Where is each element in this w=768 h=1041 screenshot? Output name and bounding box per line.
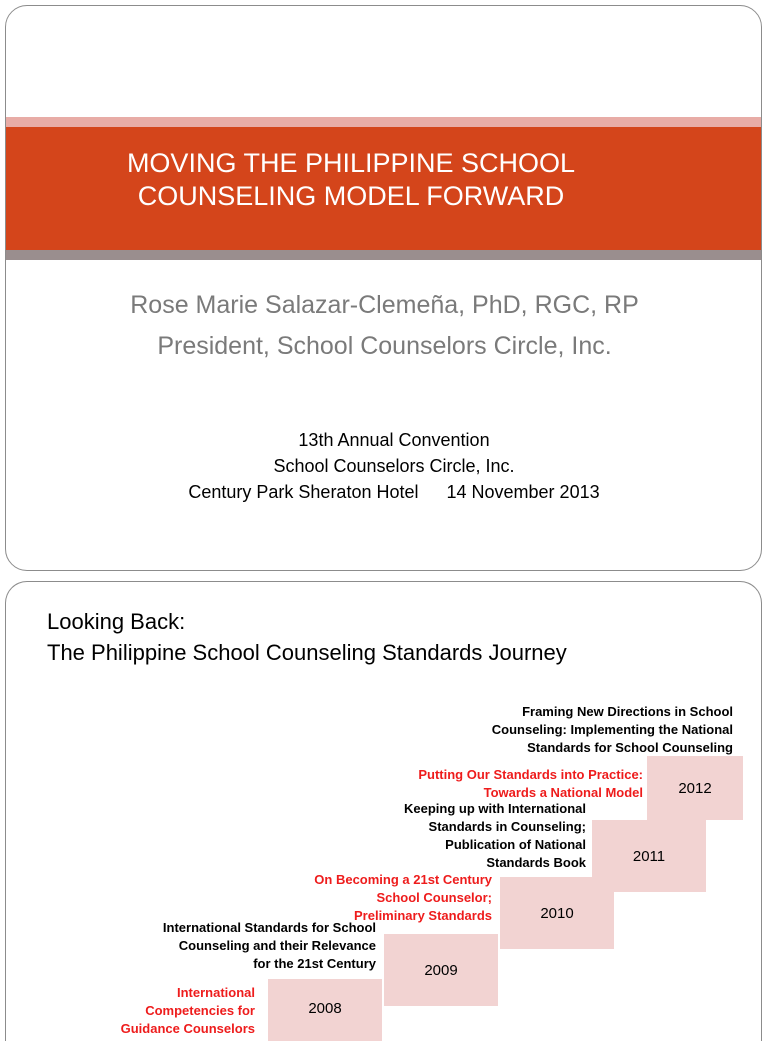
slide-title xyxy=(6,147,696,213)
slide-title-line-2: COUNSELING MODEL FORWARD xyxy=(137,181,565,211)
timeline-stage-label-top xyxy=(393,703,733,757)
timeline-label-line: Guidance Counselors xyxy=(120,1021,255,1036)
timeline-stage-label-2011 xyxy=(286,800,586,872)
timeline-step-2008 xyxy=(268,979,382,1041)
timeline-stage-label-2012 xyxy=(323,766,643,802)
timeline-label-line: On Becoming a 21st Century xyxy=(314,872,492,887)
timeline-step-2011 xyxy=(592,820,706,892)
timeline-stage-label-2009 xyxy=(76,919,376,973)
timeline-label-line: Putting Our Standards into Practice: xyxy=(418,767,643,782)
timeline-year: 2010 xyxy=(540,904,574,922)
event-venue-date xyxy=(126,479,662,505)
timeline-heading-line-1: Looking Back: xyxy=(47,609,186,634)
timeline-label-line: Counseling and their Relevance xyxy=(178,938,376,953)
event-date: 14 November 2013 xyxy=(446,482,600,502)
timeline-stage-label-2010 xyxy=(212,871,492,925)
timeline-year: 2009 xyxy=(424,961,458,979)
timeline-label-line: Counseling: Implementing the National xyxy=(491,722,733,737)
timeline-label-line: Framing New Directions in School xyxy=(522,704,733,719)
slide-title-line-1: MOVING THE PHILIPPINE SCHOOL xyxy=(126,148,576,178)
timeline-label-line: Keeping up with International xyxy=(404,801,586,816)
presenter-block xyxy=(6,285,762,367)
timeline-stage-label-2008 xyxy=(15,984,255,1038)
timeline-year: 2012 xyxy=(678,779,712,797)
timeline-label-line: Competencies for xyxy=(145,1003,255,1018)
presenter-name: Rose Marie Salazar-Clemeña, PhD, RGC, RP xyxy=(130,291,639,319)
timeline-label-line: Standards Book xyxy=(486,855,586,870)
timeline-label-line: Standards in Counseling; xyxy=(428,819,586,834)
timeline-label-line: Publication of National xyxy=(445,837,586,852)
timeline-label-line: for the 21st Century xyxy=(253,956,376,971)
timeline-label-line: International xyxy=(176,985,255,1000)
timeline-label-line: International Standards for School xyxy=(162,920,376,935)
event-organization: School Counselors Circle, Inc. xyxy=(273,456,515,476)
timeline-label-line: Towards a National Model xyxy=(483,785,643,800)
event-venue: Century Park Sheraton Hotel xyxy=(188,482,419,502)
timeline-label-line: Standards for School Counseling xyxy=(527,740,733,755)
title-slide xyxy=(5,5,762,571)
timeline-year: 2008 xyxy=(308,999,342,1017)
timeline-label-line: Preliminary Standards xyxy=(354,908,492,923)
event-details xyxy=(126,427,662,505)
timeline-step-2009 xyxy=(384,934,498,1006)
presenter-role: President, School Counselors Circle, Inc. xyxy=(157,332,612,360)
title-band-bottom-stripe xyxy=(6,250,761,260)
title-band-top-stripe xyxy=(6,117,761,127)
timeline-step-2012 xyxy=(647,756,743,820)
event-name: 13th Annual Convention xyxy=(298,430,490,450)
timeline-label-line: School Counselor; xyxy=(376,890,492,905)
timeline-heading-line-2: The Philippine School Counseling Standards Journey xyxy=(47,640,567,665)
timeline-heading xyxy=(47,606,567,668)
timeline-year: 2011 xyxy=(632,847,666,865)
timeline-slide xyxy=(5,581,762,1041)
